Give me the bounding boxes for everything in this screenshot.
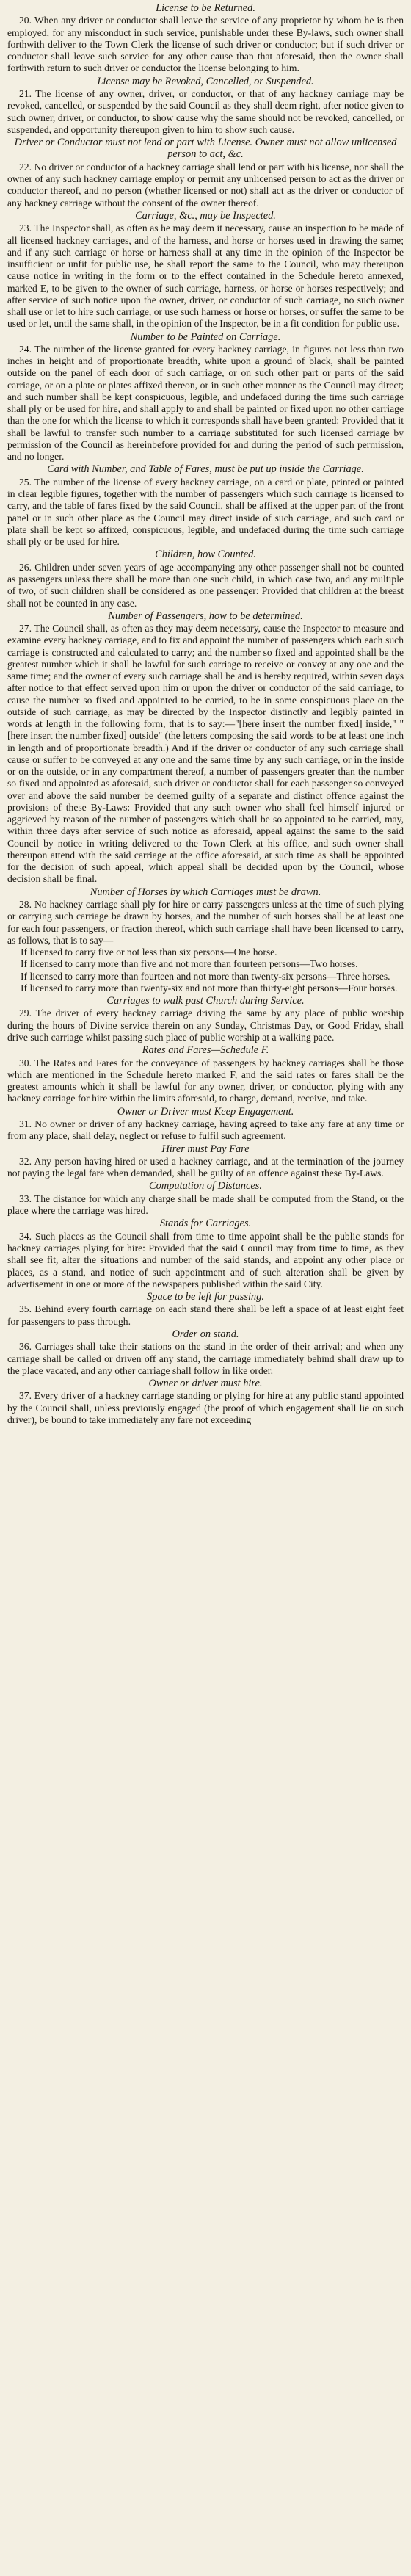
paragraph: 32. Any person having hired or used a hackney carriage, and at the termination of the journey not paying the legal fare when demanded, shall be guilty of an offence against these By-Laws.	[7, 1155, 404, 1179]
paragraph: 27. The Council shall, as often as they may deem necessary, cause the Inspector to measure and examine every hackney carriage, and to fix and appoint the number of passengers which each such carriage is constructed and calculated to carry; and the number so fixed and appointed shall be the greatest number which it shall be lawful for such carriage to receive or convey at any one and the same time; and the owner of every such carriage shall be and is hereby required, within seven days after notice to that effect served upon him or upon the driver or conductor of the said carriage, to cause the number so fixed and appointed to be carried, to be in some conspicuous place on the outside of such carriage, as may be directed by the Inspector distinctly and legibly painted in words at length in the following form, that is to say:—"[here insert the number fixed] inside," "[here insert the number fixed] outside" (the letters composing the said words to be at least one inch in length and of proportionate breadth.) And if the driver or conductor of any such carriage shall cause or suffer to be conveyed at any one and the same time by any such carriage, or in the inside or on the outside, or in any compartment thereof, a number of passengers greater than the number so fixed and appointed as aforesaid, such driver or conductor shall for each passenger so conveyed over and above the said number be deemed guilty of a separate and distinct offence against the provisions of these By-Laws: Provided that any such owner who shall feel himself injured or aggrieved by reason of the number of passengers which shall be so appointed to be carried, may, within three days after service of such notice as aforesaid, appeal against the same to the said Council by notice in writing delivered to the Town Clerk at his office, and such owner shall thereupon attend with the said carriage at the office aforesaid, at such time as shall be appointed for the decision of such appeal, which appeal shall be decided upon by the Council, whose decision shall be final.	[7, 623, 404, 885]
section-heading: Carriage, &c., may be Inspected.	[135, 209, 276, 222]
section-number-of-horses	[7, 886, 404, 994]
section-heading: Rates and Fares—Schedule F.	[142, 1044, 269, 1057]
section-church-walk	[7, 995, 404, 1043]
paragraph: 36. Carriages shall take their stations on the stand in the order of their arrival; and when any carriage shall be called or driven off any stand, the carriage immediately behind shall draw up to the place vacated, and any other carriage shall follow in like order.	[7, 1341, 404, 1376]
paragraph: 34. Such places as the Council shall from time to time appoint shall be the public stands for hackney carriages plying for hire: Provided that the said Council may from time to time, as they shall see fit, alter the situations and number of the said stands, and appoint any other place or places, as a stand, and notice of such appointment and of such alteration shall be given by advertisement in one or more of the newspapers published within the said City.	[7, 1230, 404, 1289]
section-license-revoked	[7, 76, 404, 136]
section-heading: Children, how Counted.	[155, 549, 256, 561]
section-heading: License to be Returned.	[156, 2, 255, 14]
section-keep-engagement	[7, 1106, 404, 1143]
section-children	[7, 549, 404, 609]
horse-schedule-item: If licensed to carry five or not less than six persons—One horse.	[21, 947, 277, 958]
section-passing-space	[7, 1291, 404, 1328]
paragraph: 26. Children under seven years of age accompanying any other passenger shall not be counted as passengers unless there shall be more than one such child, in which case two, and any multiple of two, of such children shall be considered as one passenger: Provided that children at the breast shall not be counted in any case.	[7, 561, 404, 609]
paragraph: 23. The Inspector shall, as often as he may deem it necessary, cause an inspection to be made of all licensed hackney carriages, and of the harness, and horse or horses used in drawing the same; and if any such carriage or horse or harness shall at any time in the opinion of the Inspector be insufficient or unfit for public use, he shall report the same to the Council, who may thereupon cause notice in writing in the form or to the effect contained in the Schedule hereto annexed, marked E, to be given to the owner of such carriage, harness, or horse or horses respectively; and after service of such notice upon the owner, driver, or conductor of such carriage, no such owner shall use or let to hire such carriage, or use such harness or horse or horses, or suffer the same to be used or let, until the same shall, in the opinion of the Inspector, be in a fit condition for public use.	[7, 222, 404, 330]
section-heading: Number of Horses by which Carriages must be drawn.	[90, 886, 321, 898]
paragraph: 22. No driver or conductor of a hackney carriage shall lend or part with his license, nor shall the owner of any such hackney carriage employ or permit any unlicensed person to act as the driver or conductor thereof, and no person (whether licensed or not) shall act as the driver or conductor of any hackney carriage without the consent of the owner thereof.	[7, 161, 404, 209]
paragraph: 37. Every driver of a hackney carriage standing or plying for hire at any public stand appointed by the Council shall, unless previously engaged (the proof of which engagement shall lie on such driver), be bound to take immediately any fare not exceeding	[7, 1390, 404, 1425]
paragraph: 35. Behind every fourth carriage on each stand there shall be left a space of at least eight feet for passengers to pass through.	[7, 1303, 404, 1327]
section-rates-and-fares	[7, 1044, 404, 1104]
section-card-and-fares	[7, 463, 404, 548]
section-hirer-pay	[7, 1143, 404, 1180]
section-heading: Card with Number, and Table of Fares, must be put up inside the Carriage.	[47, 463, 364, 476]
section-heading: Owner or driver must hire.	[148, 1378, 263, 1390]
paragraph: 28. No hackney carriage shall ply for hire or carry passengers unless at the time of such plying or carrying such carriage be drawn by horses, and the number of such horses shall be at least one for each four passengers, or fraction thereof, which such carriage shall have been licensed to carry, as follows, that is to say—	[7, 899, 404, 946]
section-heading: Number of Passengers, how to be determined.	[108, 609, 303, 622]
section-heading: Hirer must Pay Fare	[161, 1143, 250, 1155]
horse-schedule-item: If licensed to carry more than twenty-six and not more than thirty-eight persons—Four horses.	[21, 982, 398, 994]
paragraph: 25. The number of the license of every hackney carriage, on a card or plate, printed or painted in clear legible figures, together with the number of passengers which such carriage is licensed to carry, and the table of fares fixed by the said Council, shall be affixed at the upper part of the front panel or in such other place as the Council may direct inside of such carriage, and such card or plate shall be kept so affixed, conspicuous, legible, and undefaced during the time such carriage shall ply or be used for hire.	[7, 476, 404, 548]
paragraph: 30. The Rates and Fares for the conveyance of passengers by hackney carriages shall be those which are mentioned in the Schedule hereto marked F, and the said rates or fares shall be the greatest amounts which it shall be lawful for any owner, driver, or conductor, plying with any hackney carriage for hire within the limits aforesaid, to charge, demand, receive, and take.	[7, 1057, 404, 1104]
section-number-painted	[7, 331, 404, 463]
section-heading: Stands for Carriages.	[159, 1218, 252, 1230]
horse-schedule-item: If licensed to carry more than fourteen and not more than twenty-six persons—Three horses.	[21, 970, 390, 982]
section-computation-distances	[7, 1180, 404, 1217]
section-heading: Carriages to walk past Church during Service.	[106, 995, 305, 1007]
section-heading: Number to be Painted on Carriage.	[130, 330, 281, 343]
paragraph: 21. The license of any owner, driver, or conductor, or that of any hackney carriage may be revoked, cancelled, or suspended by the said Council as they shall deem right, after notice given to such owner, driver, or conductor, to show cause why the same should not be revoked, cancelled, or suspended, and opportunity thereupon given to him to show such cause.	[7, 88, 404, 135]
paragraph: 33. The distance for which any charge shall be made shall be computed from the Stand, or the place where the carriage was hired.	[7, 1193, 404, 1217]
section-heading: Space to be left for passing.	[147, 1291, 264, 1303]
section-heading: Computation of Distances.	[149, 1180, 262, 1193]
paragraph: 29. The driver of every hackney carriage driving the same by any place of public worship during the hours of Divine service therein on any Sunday, Christmas Day, or Good Friday, shall drive such carriage whilst passing such place of public worship at a walking pace.	[7, 1007, 404, 1043]
section-heading: Order on stand.	[172, 1328, 239, 1340]
paragraph: 24. The number of the license granted for every hackney carriage, in figures not less than two inches in height and of proportionate breadth, white upon a ground of black, shall be painted outside on the panel of each door of such carriage, or on such other part or parts of the said carriage, or on a plate or plates affixed thereon, or in such other manner as the Council may direct; and such number shall be kept conspicuous, legible, and undefaced during the time such carriage shall ply or be used for hire, and shall apply to and shall be painted or fixed upon no other carriage than the one for which the license to which it corresponds shall have been granted: Provided that it shall be lawful to transfer such number to a carriage substituted for such licensed carriage by permission of the Council as hereinbefore provided for and during the period of such permission, and no longer.	[7, 343, 404, 463]
paragraph: 20. When any driver or conductor shall leave the service of any proprietor by whom he is then employed, for any misconduct in such service, punishable under these By-laws, such owner shall forthwith deliver to the Town Clerk the license of such driver or conductor; but if such driver or conductor shall leave such service for any other cause than that aforesaid, then the owner shall forthwith return to such driver or conductor the license belonging to him.	[7, 15, 404, 74]
section-heading: Driver or Conductor must not lend or part with License. Owner must not allow unlicensed person to act, &c.	[14, 137, 397, 161]
section-number-of-passengers	[7, 610, 404, 886]
section-stands	[7, 1218, 404, 1290]
section-heading: Owner or Driver must Keep Engagement.	[117, 1105, 294, 1118]
horse-schedule-item: If licensed to carry more than five and not more than fourteen persons—Two horses.	[21, 958, 358, 970]
section-heading: License may be Revoked, Cancelled, or Suspended.	[97, 75, 314, 87]
section-lending-license	[7, 137, 404, 209]
section-order-on-stand	[7, 1328, 404, 1377]
section-inspection	[7, 210, 404, 330]
paragraph: 31. No owner or driver of any hackney carriage, having agreed to take any fare at any time or from any place, shall delay, neglect or refuse to fulfil such agreement.	[7, 1118, 404, 1142]
section-license-returned	[7, 2, 404, 75]
section-must-hire	[7, 1378, 404, 1426]
